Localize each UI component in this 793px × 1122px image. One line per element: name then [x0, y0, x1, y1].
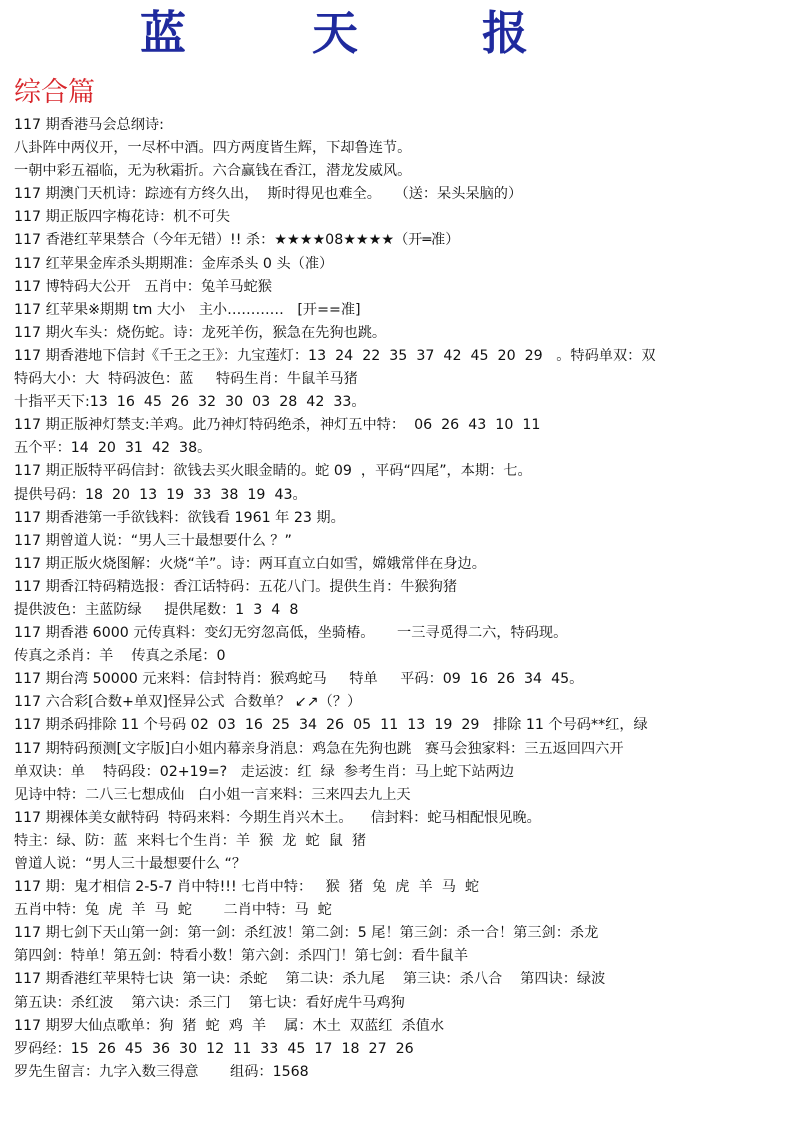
- text-line: 117 期香港 6000 元传真料：变幻无穷忽高低，坐骑椿。 一三寻觅得二六，特码现。: [14, 625, 568, 642]
- text-line: 提供波色：主蓝防绿 提供尾数：1 3 4 8: [14, 601, 299, 618]
- masthead-char: 天: [312, 6, 358, 60]
- text-line: 117 期罗大仙点歌单：狗 猪 蛇 鸡 羊 属：木土 双蓝红 杀值水: [14, 1017, 445, 1034]
- text-line: 117 期香港马会总纲诗:: [14, 117, 164, 133]
- text-line: 117 期正版四字梅花诗：机不可失: [14, 209, 231, 226]
- text-line: 五个平：14 20 31 42 38。: [14, 440, 212, 457]
- text-line: 117 期香港地下信封《千王之王》：九宝莲灯：13 24 22 35 37 42 45 20 29 。特码单双：双: [14, 347, 656, 364]
- text-line: 117 期香港红苹果特七诀 第一诀：杀蛇 第二诀：杀九尾 第三诀：杀八合 第四诀：绿波: [14, 971, 606, 988]
- text-line: 117 期杀码排除 11 个号码 02 03 16 25 34 26 05 11 13 19 29 排除 11 个号码**红，绿: [14, 717, 648, 734]
- masthead-char: 报: [482, 6, 528, 60]
- text-line: 罗先生留言：九字入数三得意 组码：1568: [14, 1063, 309, 1080]
- text-line: 117 期台湾 50000 元来料：信封特肖：猴鸡蛇马 特单 平码：09 16 26 34 45。: [14, 671, 584, 688]
- text-line: 117 期澳门天机诗：踪迹有方终久出， 斯时得见也难全。 （送：呆头呆脑的）: [14, 186, 523, 203]
- text-line: 曾道人说：“男人三十最想要什么 “？: [14, 856, 247, 872]
- masthead-char: 蓝: [140, 6, 186, 60]
- text-line: 117 六合彩[合数+单双]怪异公式 合数单？ ↙↗（？）: [14, 694, 362, 711]
- text-line: 特主：绿、防：蓝 来料七个生肖：羊 猴 龙 蛇 鼠 猪: [14, 832, 367, 849]
- text-line: 一朝中彩五福临，无为秋霜折。六合赢钱在香江，潜龙发威风。: [14, 163, 412, 180]
- text-line: 117 期火车头：烧伤蛇。诗：龙死羊伤，猴急在先狗也跳。: [14, 324, 387, 341]
- text-line: 十指平天下:13 16 45 26 32 30 03 28 42 33。: [14, 394, 366, 411]
- text-line: 117 期正版特平码信封：欲钱去买火眼金睛的。蛇 09 ，平码“四尾”，本期：七。: [14, 463, 532, 480]
- text-line: 117 期特码预测[文字版]白小姐内幕亲身消息：鸡急在先狗也跳 赛马会独家料：三五返回四六开: [14, 740, 624, 757]
- text-line: 117 期正版神灯禁支:羊鸡。此乃神灯特码绝杀，神灯五中特： 06 26 43 10 11: [14, 417, 541, 434]
- text-line: 117 期七剑下天山第一剑：第一剑：杀红波！第二剑：5 尾！第三剑：杀一合！第三剑：杀龙: [14, 925, 599, 942]
- text-line: 传真之杀肖：羊 传真之杀尾：0: [14, 648, 226, 665]
- text-line: 117 期香江特码精选报：香江话特码：五花八门。提供生肖：牛猴狗猪: [14, 578, 458, 595]
- text-line: 第五诀：杀红波 第六诀：杀三门 第七诀：看好虎牛马鸡狗: [14, 994, 405, 1011]
- text-line: 第四剑：特单！第五剑：特看小数！第六剑：杀四门！第七剑：看牛鼠羊: [14, 948, 469, 965]
- text-line: 117 期裸体美女献特码 特码来料：今期生肖兴木土。 信封料：蛇马相配恨见晚。: [14, 809, 541, 826]
- text-line: 117 红苹果金库杀头期期准：金库杀头 0 头（准）: [14, 255, 334, 272]
- text-line: 117 香港红苹果禁合（今年无错）!! 杀：★★★★08★★★★（开═准）: [14, 232, 460, 249]
- section-title: 综合篇: [14, 77, 95, 108]
- text-line: 五肖中特：兔 虎 羊 马 蛇 二肖中特：马 蛇: [14, 902, 332, 919]
- text-line: 单双诀：单 特码段：02+19=? 走运波：红 绿 参考生肖：马上蛇下站两边: [14, 763, 515, 780]
- text-line: 提供号码：18 20 13 19 33 38 19 43。: [14, 486, 307, 503]
- content-lines: [14, 114, 789, 1084]
- masthead: [0, 2, 793, 64]
- text-line: 117 博特码大公开 五肖中：兔羊马蛇猴: [14, 278, 272, 295]
- text-line: 117 期香港第一手欲钱料：欲钱看 1961 年 23 期。: [14, 509, 345, 526]
- text-line: 117 期曾道人说：“男人三十最想要什么 ？”: [14, 532, 292, 549]
- text-line: 特码大小：大 特码波色：蓝 特码生肖：牛鼠羊马猪: [14, 371, 358, 388]
- text-line: 罗码经：15 26 45 36 30 12 11 33 45 17 18 27 26: [14, 1040, 414, 1057]
- text-line: 117 红苹果※期期 tm 大小 主小………… [开==准]: [14, 301, 361, 318]
- text-line: 117 期：鬼才相信 2-5-7 肖中特!!! 七肖中特： 猴 猪 兔 虎 羊 马 蛇: [14, 879, 480, 896]
- text-line: 见诗中特：二八三七想成仙 白小姐一言来料：三来四去九上天: [14, 786, 411, 803]
- text-line: 117 期正版火烧图解：火烧“羊”。诗：两耳直立白如雪，嫦娥常伴在身边。: [14, 555, 486, 572]
- text-line: 八卦阵中两仪开，一尽杯中酒。四方两度皆生辉，下却鲁连节。: [14, 140, 412, 157]
